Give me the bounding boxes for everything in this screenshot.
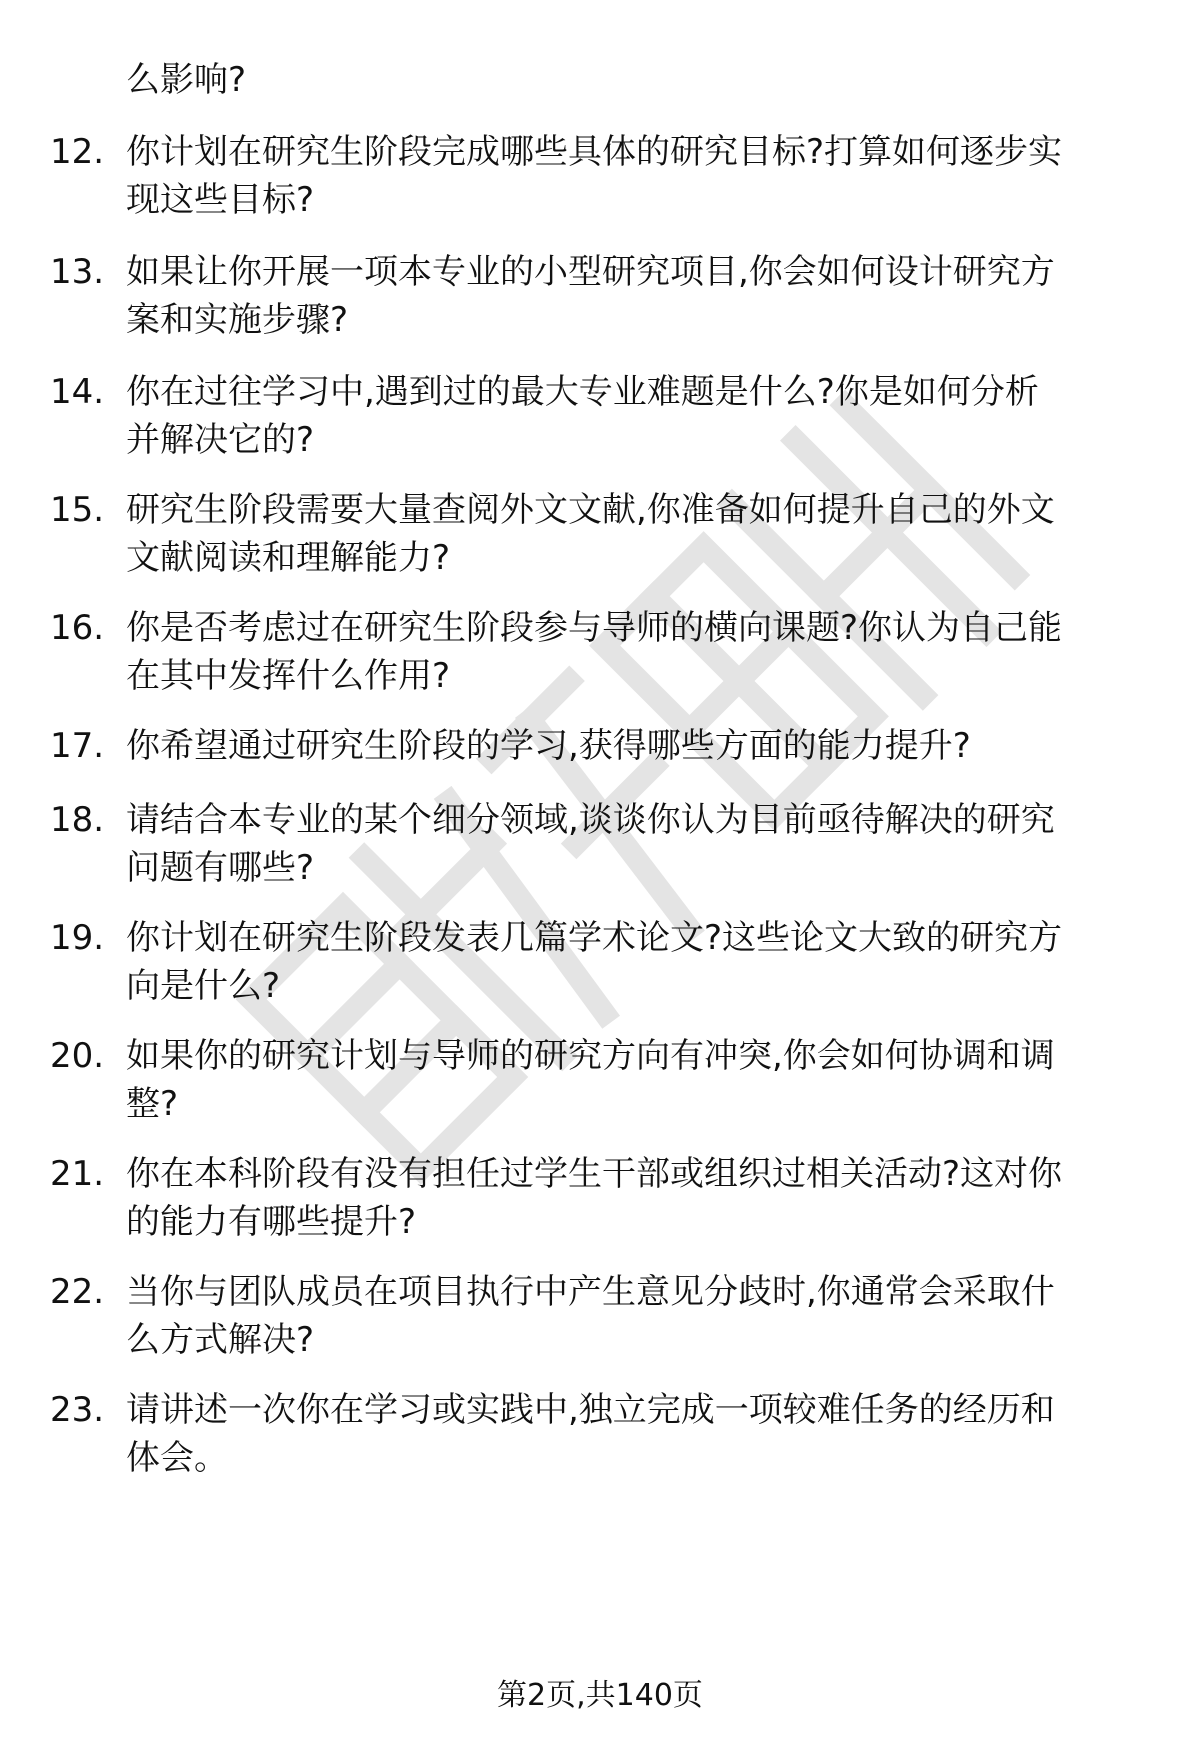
item-text-line: 的能力有哪些提升? bbox=[126, 1202, 417, 1242]
list-item bbox=[50, 914, 1150, 1024]
item-text bbox=[126, 722, 1126, 770]
item-text-line: 当你与团队成员在项目执行中产生意见分歧时,你通常会采取什 bbox=[126, 1272, 1055, 1312]
item-text-line: 案和实施步骤? bbox=[126, 300, 349, 340]
item-text bbox=[126, 1268, 1126, 1364]
item-number: 19. bbox=[50, 918, 105, 958]
list-item bbox=[50, 1386, 1150, 1496]
item-number: 23. bbox=[50, 1390, 105, 1430]
list-item bbox=[50, 128, 1150, 238]
item-text bbox=[126, 1032, 1126, 1128]
item-number: 15. bbox=[50, 490, 105, 530]
item-text bbox=[126, 128, 1126, 224]
item-text-line: 你计划在研究生阶段发表几篇学术论文?这些论文大致的研究方 bbox=[126, 918, 1063, 958]
item-number: 22. bbox=[50, 1272, 105, 1312]
list-item bbox=[50, 604, 1150, 714]
item-text-line: 你是否考虑过在研究生阶段参与导师的横向课题?你认为自己能 bbox=[126, 608, 1063, 648]
item-text-line: 文献阅读和理解能力? bbox=[126, 538, 451, 578]
item-text-line: 向是什么? bbox=[126, 966, 281, 1006]
item-text-line: 你希望通过研究生阶段的学习,获得哪些方面的能力提升? bbox=[126, 726, 971, 766]
item-text-line: 在其中发挥什么作用? bbox=[126, 656, 451, 696]
item-text-line: 体会。 bbox=[126, 1438, 228, 1478]
list-item bbox=[50, 1268, 1150, 1378]
item-text-line: 并解决它的? bbox=[126, 420, 315, 460]
item-number: 12. bbox=[50, 132, 105, 172]
item-number: 13. bbox=[50, 252, 105, 292]
item-text-line: 你在过往学习中,遇到过的最大专业难题是什么?你是如何分析 bbox=[126, 372, 1039, 412]
item-text-line: 整? bbox=[126, 1084, 179, 1124]
item-text bbox=[126, 796, 1126, 892]
item-text-line: 问题有哪些? bbox=[126, 848, 315, 888]
item-text-line: 如果让你开展一项本专业的小型研究项目,你会如何设计研究方 bbox=[126, 252, 1055, 292]
item-text bbox=[126, 248, 1126, 344]
item-text-line: 请结合本专业的某个细分领域,谈谈你认为目前亟待解决的研究 bbox=[126, 800, 1055, 840]
item-text-line: 你在本科阶段有没有担任过学生干部或组织过相关活动?这对你 bbox=[126, 1154, 1063, 1194]
list-item bbox=[50, 1150, 1150, 1260]
item-text bbox=[126, 604, 1126, 700]
item-text bbox=[126, 1150, 1126, 1246]
page-footer: 第2页,共140页 bbox=[497, 1678, 703, 1713]
item-text bbox=[126, 486, 1126, 582]
item-text-line: 么方式解决? bbox=[126, 1320, 315, 1360]
list-item bbox=[50, 368, 1150, 478]
item-number: 16. bbox=[50, 608, 105, 648]
item-text-line: 如果你的研究计划与导师的研究方向有冲突,你会如何协调和调 bbox=[126, 1036, 1055, 1076]
item-text bbox=[126, 914, 1126, 1010]
item-text-line: 现这些目标? bbox=[126, 180, 315, 220]
list-item bbox=[50, 248, 1150, 358]
item-number: 17. bbox=[50, 726, 105, 766]
item-number: 20. bbox=[50, 1036, 105, 1076]
item-text-line: 你计划在研究生阶段完成哪些具体的研究目标?打算如何逐步实 bbox=[126, 132, 1063, 172]
item-text-line: 研究生阶段需要大量查阅外文文献,你准备如何提升自己的外文 bbox=[126, 490, 1055, 530]
continued-text: 么影响? bbox=[126, 60, 247, 100]
item-number: 21. bbox=[50, 1154, 105, 1194]
item-number: 18. bbox=[50, 800, 105, 840]
item-text-line: 请讲述一次你在学习或实践中,独立完成一项较难任务的经历和 bbox=[126, 1390, 1055, 1430]
list-item bbox=[50, 796, 1150, 906]
item-text bbox=[126, 1386, 1126, 1482]
list-item bbox=[50, 1032, 1150, 1142]
item-text bbox=[126, 368, 1126, 464]
list-item bbox=[50, 486, 1150, 596]
item-number: 14. bbox=[50, 372, 105, 412]
